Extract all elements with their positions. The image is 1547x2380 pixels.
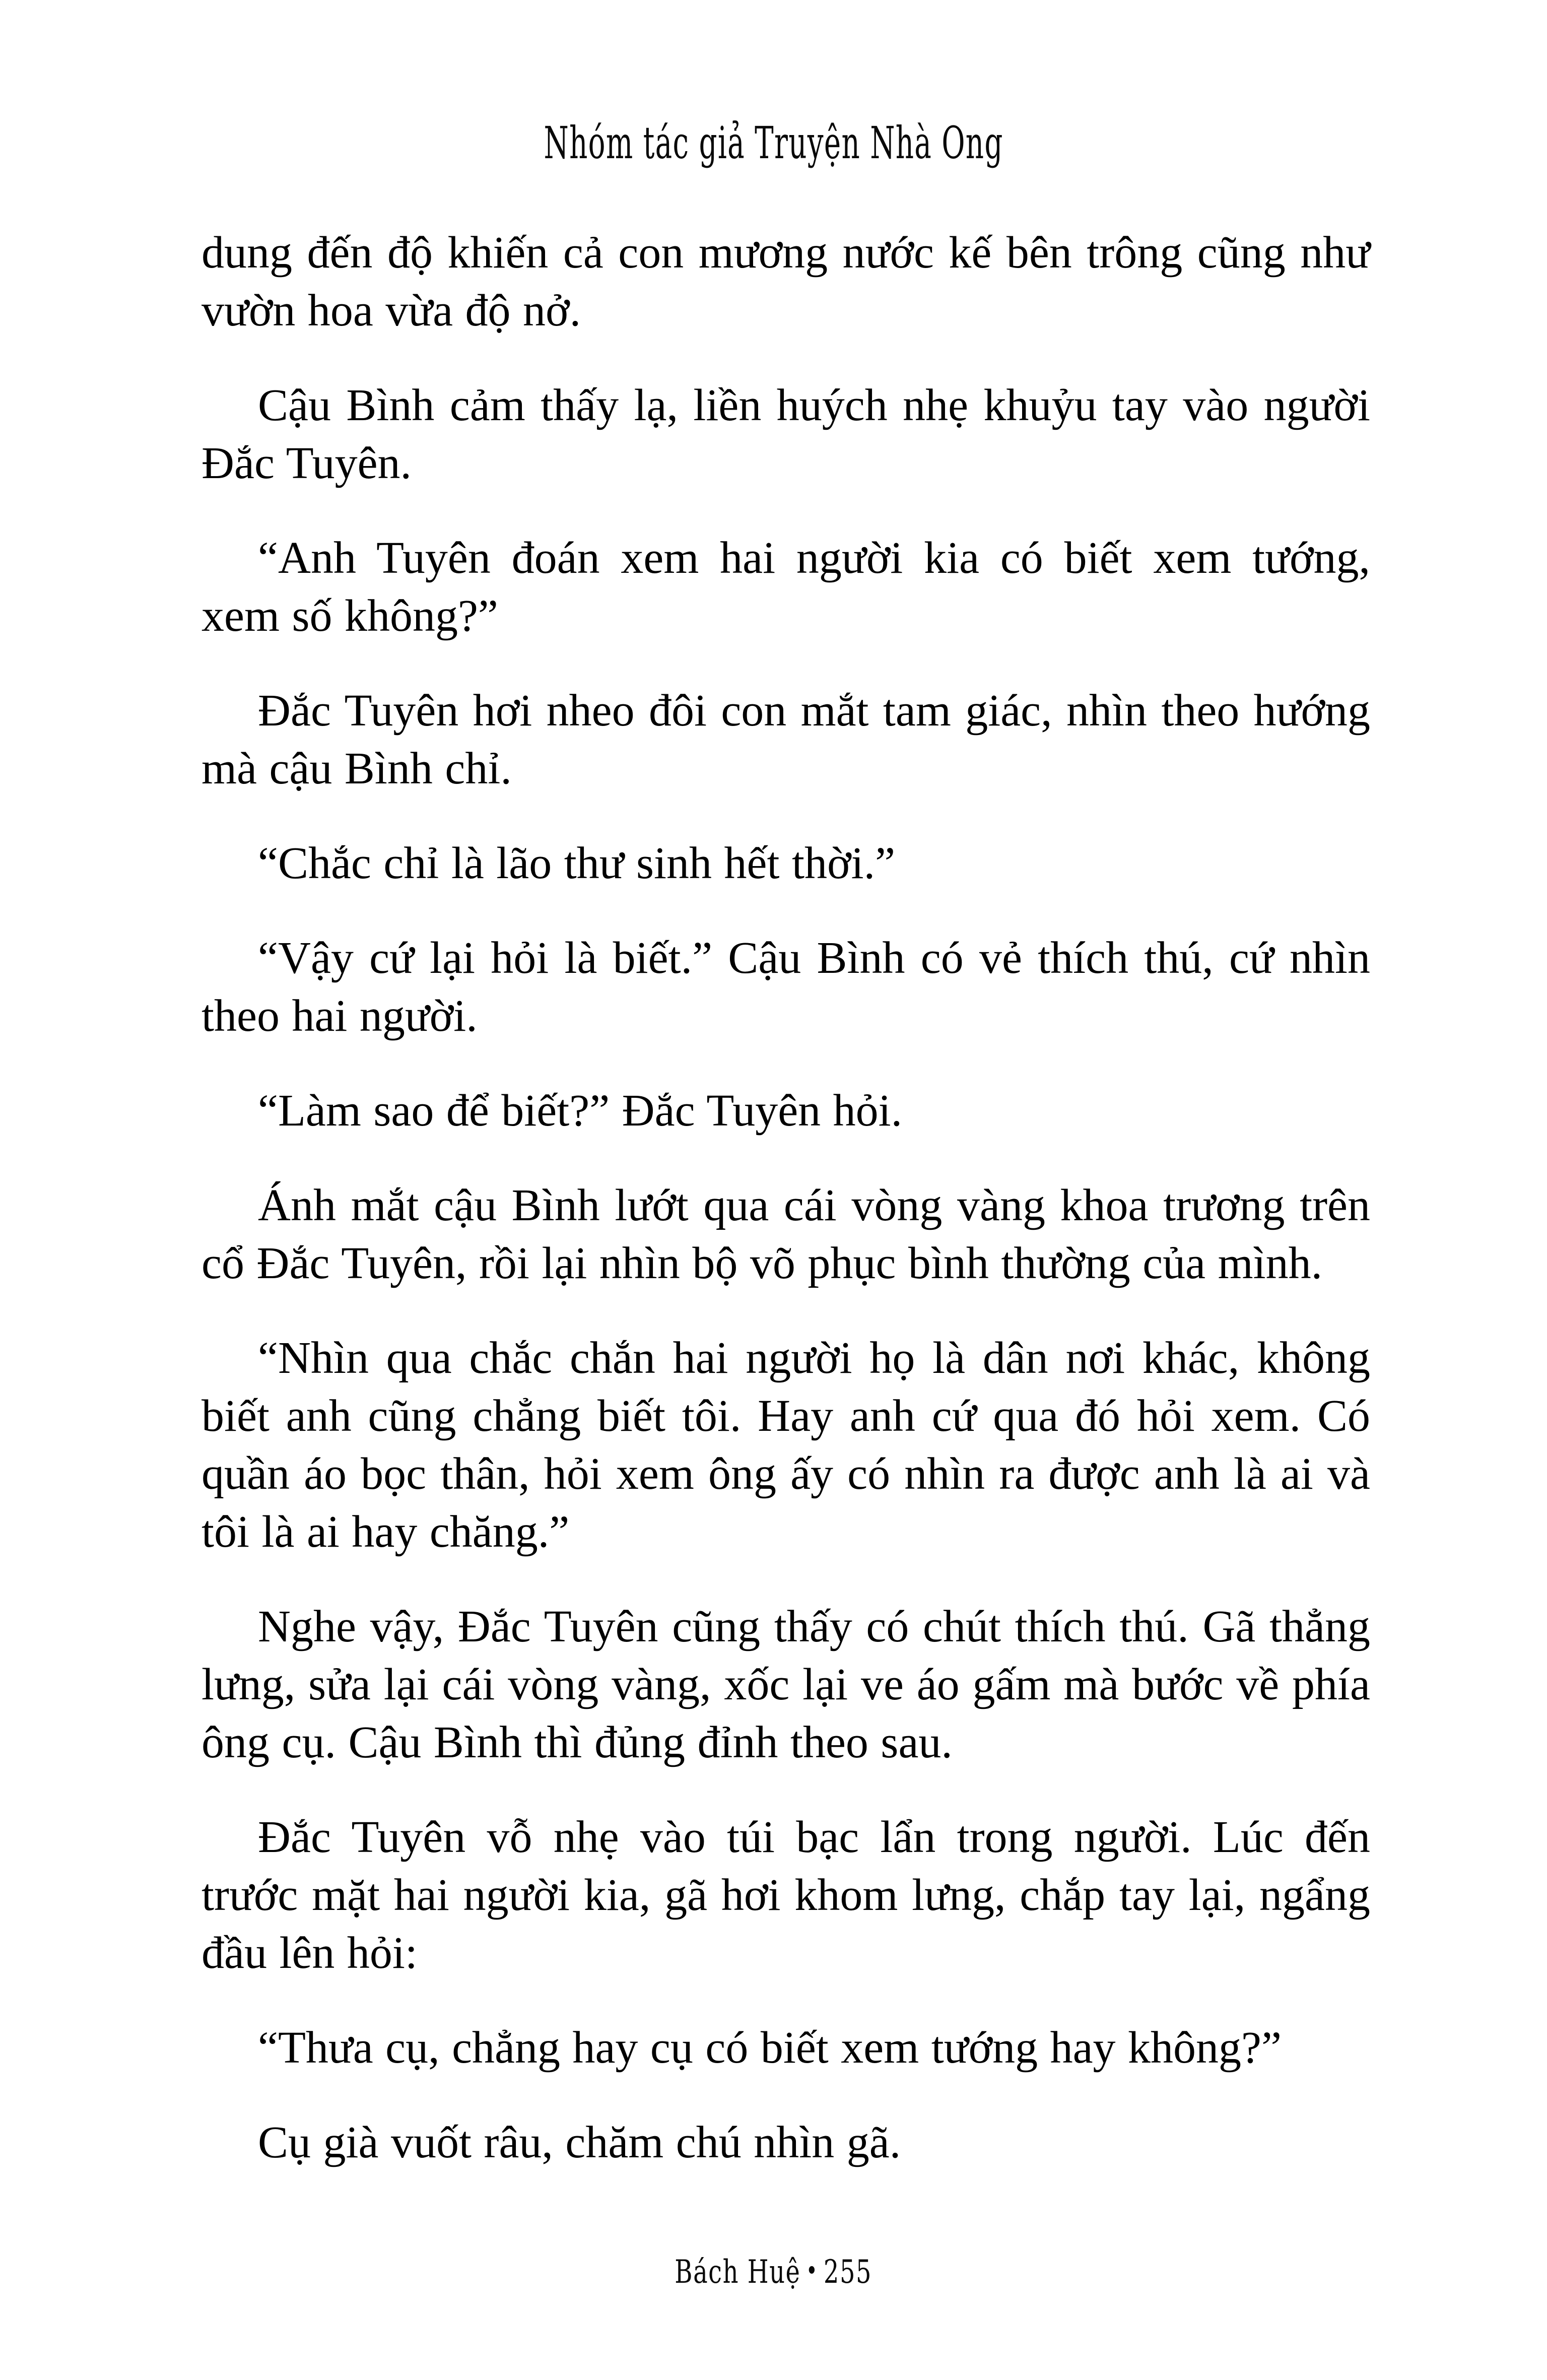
paragraph: “Chắc chỉ là lão thư sinh hết thời.” — [258, 838, 896, 888]
paragraph: “Anh Tuyên đoán xem hai người kia có biết xem tướng, xem số không?” — [201, 533, 1370, 641]
paragraph: Cụ già vuốt râu, chăm chú nhìn gã. — [258, 2118, 901, 2167]
paragraph: Nghe vậy, Đắc Tuyên cũng thấy có chút thích thú. Gã thẳng lưng, sửa lại cái vòng vàng, xốc lại ve áo gấm mà bước về phía ông cụ. Cậu Bình thì đủng đỉnh theo sau. — [201, 1602, 1370, 1767]
paragraph: Đắc Tuyên hơi nheo đôi con mắt tam giác, nhìn theo hướng mà cậu Bình chỉ. — [201, 686, 1370, 794]
page-body — [201, 224, 1370, 2208]
running-header-text: Nhóm tác giả Truyện Nhà Ong — [544, 117, 1003, 169]
paragraph: Đắc Tuyên vỗ nhẹ vào túi bạc lẩn trong người. Lúc đến trước mặt hai người kia, gã hơi khom lưng, chắp tay lại, ngẩng đầu lên hỏi: — [201, 1812, 1370, 1978]
page-footer — [0, 2254, 1547, 2291]
footer-separator-dot: • — [806, 2256, 819, 2286]
footer-book-title: Bách Huệ — [675, 2254, 801, 2291]
footer-page-number: 255 — [824, 2254, 872, 2291]
paragraph: Ánh mắt cậu Bình lướt qua cái vòng vàng khoa trương trên cổ Đắc Tuyên, rồi lại nhìn bộ võ phục bình thường của mình. — [201, 1180, 1370, 1288]
paragraph: “Làm sao để biết?” Đắc Tuyên hỏi. — [258, 1086, 903, 1136]
paragraph: “Thưa cụ, chẳng hay cụ có biết xem tướng hay không?” — [258, 2023, 1282, 2073]
paragraph: Cậu Bình cảm thấy lạ, liền huých nhẹ khuỷu tay vào người Đắc Tuyên. — [201, 380, 1370, 488]
footer-text — [675, 2254, 872, 2291]
running-header — [0, 117, 1547, 169]
paragraph: “Nhìn qua chắc chắn hai người họ là dân nơi khác, không biết anh cũng chẳng biết tôi. Hay anh cứ qua đó hỏi xem. Có quần áo bọc thân, hỏi xem ông ấy có nhìn ra được anh là ai và tôi là ai hay chăng.” — [201, 1333, 1370, 1557]
paragraph: “Vậy cứ lại hỏi là biết.” Cậu Bình có vẻ thích thú, cứ nhìn theo hai người. — [201, 933, 1370, 1041]
paragraph: dung đến độ khiến cả con mương nước kế bên trông cũng như vườn hoa vừa độ nở. — [201, 228, 1370, 336]
